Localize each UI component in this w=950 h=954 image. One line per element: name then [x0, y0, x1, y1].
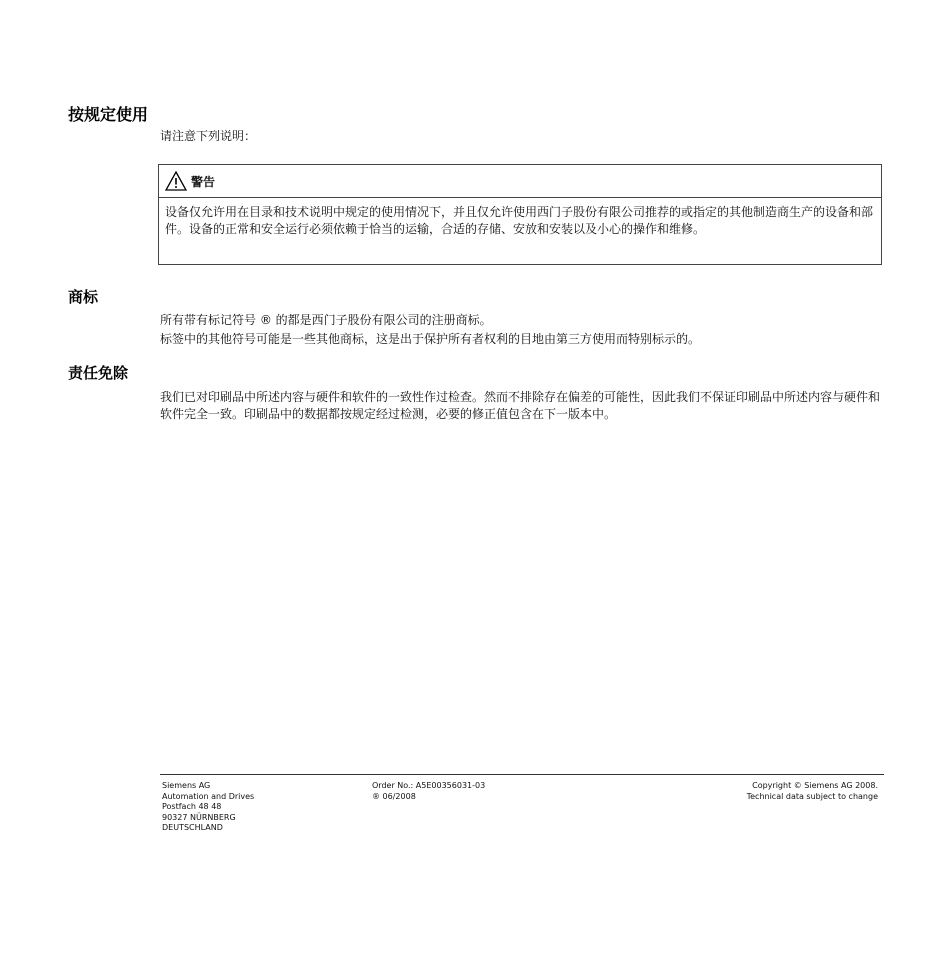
footer-address-line: Postfach 48 48: [162, 802, 222, 811]
footer-address: [162, 781, 254, 834]
warning-triangle-icon: [165, 171, 187, 191]
heading-disclaimer: 责任免除: [68, 364, 129, 382]
footer-address-line: Siemens AG: [162, 781, 211, 790]
footer-order: [372, 781, 485, 802]
warning-header: [159, 165, 881, 198]
footer-order-date: ® 06/2008: [372, 791, 416, 801]
warning-box: [158, 164, 882, 265]
footer-address-line: Automation and Drives: [162, 791, 255, 801]
usage-intro: 请注意下列说明：: [160, 129, 257, 143]
trademark-line-2: 标签中的其他符号可能是一些其他商标，这是出于保护所有者权利的目地由第三方使用而特别标示的。: [160, 332, 701, 346]
warning-text: 设备仅允许用在目录和技术说明中规定的使用情况下，并且仅允许使用西门子股份有限公司推荐的或指定的其他制造商生产的设备和部件。设备的正常和安全运行必须依赖于恰当的运输，合适的存储、安放和安装以及小心的操作和维修。: [165, 205, 874, 236]
footer-order-number: Order No.: A5E00356031-03: [372, 781, 486, 790]
footer-divider: [160, 774, 884, 775]
warning-label: 警告: [191, 174, 216, 189]
heading-trademark: 商标: [68, 288, 99, 306]
footer-address-line: DEUTSCHLAND: [162, 823, 223, 832]
disclaimer-text: 我们已对印刷品中所述内容与硬件和软件的一致性作过检查。然而不排除存在偏差的可能性，因此我们不保证印刷品中所述内容与硬件和软件完全一致。印刷品中的数据都按规定经过检测，必要的修正值包含在下一版本中。: [160, 390, 881, 421]
footer-copyright: [747, 781, 878, 802]
trademark-line-1: 所有带有标记符号 ® 的都是西门子股份有限公司的注册商标。: [160, 313, 492, 327]
footer-copyright-note: Technical data subject to change: [746, 791, 878, 801]
footer-address-line: 90327 NÜRNBERG: [162, 812, 236, 822]
footer-copyright-line: Copyright © Siemens AG 2008.: [752, 781, 878, 790]
heading-usage: 按规定使用: [68, 105, 149, 124]
